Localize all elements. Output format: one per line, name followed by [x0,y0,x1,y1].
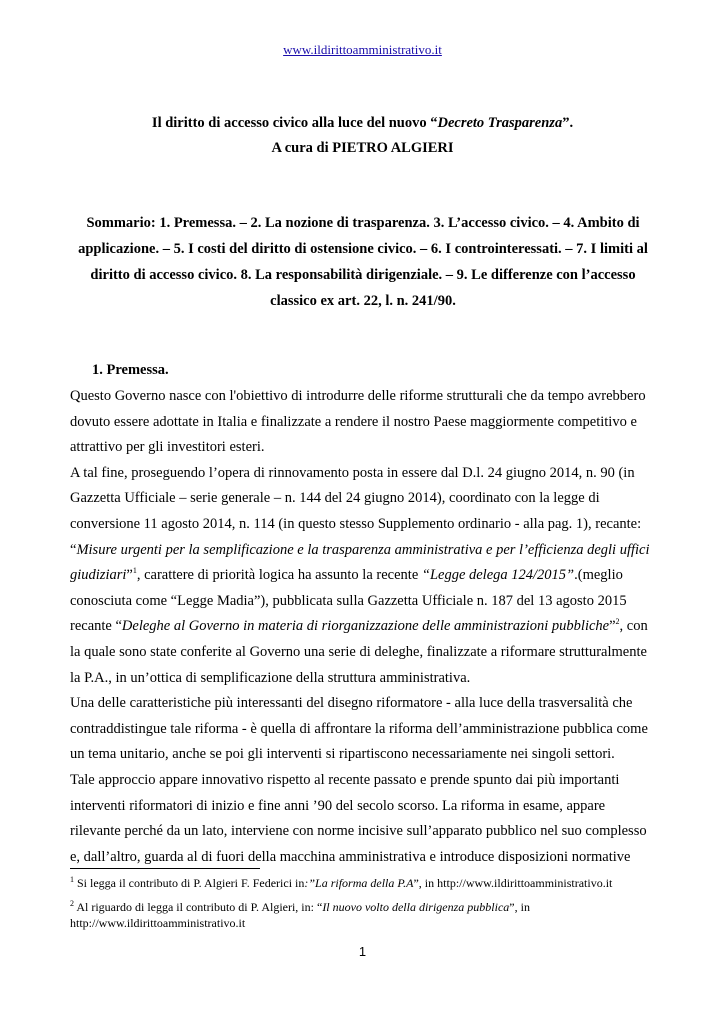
footnote-1 [70,875,655,891]
header-site-link[interactable]: www.ildirittoamministrativo.it [283,42,442,57]
title-author: A cura di PIETRO ALGIERI [271,140,454,156]
footnotes [70,875,655,939]
paragraph-1: Questo Governo nasce con l'obiettivo di introdurre delle riforme strutturali che da tempo avrebbero dovuto essere adottate in Italia e finalizzate a rendere il nostro Paese maggiormente competitivo e attrattivo per gli investitori esteri. [70,388,646,456]
footnote-2-italic: Il nuovo volto della dirigenza pubblica [322,900,510,914]
p2-italic-title: Misure urgenti per la semplificazione e la trasparenza amministrativa e per l’efficienza degli uffici giudiziari [70,541,650,584]
footnote-1-text: Si legga il contributo di P. Algieri F. Federici in [74,876,305,890]
footnote-2-text: Al riguardo di legga il contributo di P. Algieri, in: “ [74,900,323,914]
footnote-2-link[interactable]: ”, in http://www.ildirittoamministrativo.it [70,900,530,930]
p2-text: , con la quale sono state conferite al Governo una serie di deleghe, finalizzate a riformare strutturalmente la P.A., in un’ottica di semplificazione della struttura amministrativa. [70,618,648,686]
footnote-1-link[interactable]: ”, in http://www.ildirittoamministrativo.it [413,876,613,890]
summary: Sommario: 1. Premessa. – 2. La nozione di trasparenza. 3. L’accesso civico. – 4. Ambito di applicazione. – 5. I costi del diritto di ostensione civico. – 6. I controinteressati. – 7. I limiti al diritto di accesso civico. 8. La responsabilità dirigenziale. – 9. Le differenze con l’accesso classico ex art. 22, l. n. 241/90. [78,215,648,309]
p2-text: .(meglio conosciuta come “Legge Madia”), pubblicata sulla Gazzetta Ufficiale n. 187 del 13 agosto 2015 recante “ [70,567,627,635]
footnote-2-number: 2 [70,899,74,908]
paragraph-3: Una delle caratteristiche più interessanti del disegno riformatore - alla luce della trasversalità che contraddistingue tale riforma - è quella di affrontare la riforma dell’amministrazione pubblica come un tema unitario, anche se poi gli interventi si ripartiscono necessariamente nei singoli settori. [70,695,648,763]
p2-quote: ” [126,567,133,584]
document-title [60,111,665,161]
title-line-1 [60,111,665,136]
paragraph-4: Tale approccio appare innovativo rispetto al recente passato e prende spunto dai più importanti interventi riformatori di inizio e fine anni ’90 del secolo scorso. La riforma in esame, appare rilevante perché da un lato, interviene con norme incisive sull’apparato pubblico nel suo complesso e, dall’altro, guarda al di fuori della macchina amministrativa e introduce disposizioni normative [70,771,647,865]
paragraph-2 [70,461,655,691]
footnote-1-italic: :”La riforma della P.A [304,876,414,890]
title-text: Il diritto di accesso civico alla luce del nuovo “ [151,115,438,131]
body-text [70,384,655,870]
p2-text: A tal fine, proseguendo l’opera di rinnovamento posta in essere dal D.l. 24 giugno 2014, n. 90 (in Gazzetta Ufficiale – serie generale – n. 144 del 24 giugno 2014), coordinato con la legge di conversione 11 agosto 2014, n. 114 (in questo stesso Supplemento ordinario - alla pag. 1), recante: “ [70,464,642,558]
title-text-end: ”. [562,115,574,131]
p2-quote: ” [609,618,616,635]
p2-italic-law: “Legge delega 124/2015” [421,567,575,584]
footnote-ref-1[interactable]: 1 [132,566,137,576]
title-italic: Decreto Trasparenza [437,115,563,131]
p2-text: , carattere di priorità logica ha assunto la recente [136,567,422,584]
p2-italic-deleghe: Deleghe al Governo in materia di riorganizzazione delle amministrazioni pubbliche [121,618,610,635]
footnote-1-number: 1 [70,875,74,884]
footnote-divider [70,868,260,869]
footnote-ref-2[interactable]: 2 [615,617,620,627]
section-heading: 1. Premessa. [92,362,169,378]
page-number: 1 [358,944,367,959]
footnote-2 [70,899,655,931]
